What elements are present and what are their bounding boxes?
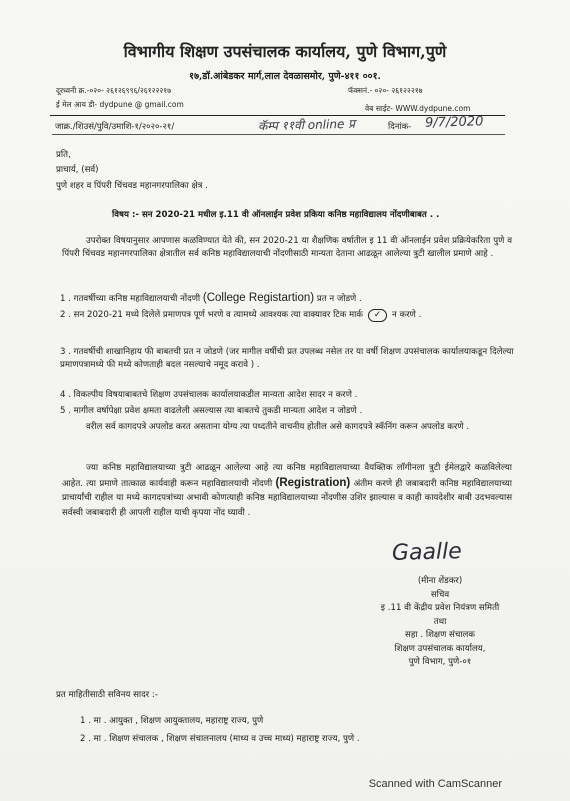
recipient-designation: प्राचार्य, (सर्व) (56, 165, 99, 175)
reference-number: जाक्र./शिउसं/पुवि/उमाशि-१/२०२०-२१/ (55, 122, 175, 132)
signature-block (335, 575, 545, 670)
office-title: विभागीय शिक्षण उपसंचालक कार्यालय, पुणे विभाग,पुणे (123, 42, 447, 61)
date-label: दिनांक- (388, 122, 412, 132)
list-item (60, 389, 520, 402)
item-number: 5 . (60, 406, 71, 416)
recipient-area: पुणे शहर व पिंपरी चिंचवड महानगरपालिका क्षेत्र . (56, 181, 208, 191)
list-item (60, 292, 520, 306)
handwritten-reference: कॅम्प ११वी online प्र (257, 116, 356, 134)
signatory-name: (मीना शेंडकर) (417, 576, 463, 586)
list-item (60, 346, 520, 372)
signatory-office: शिक्षण उपसंचालक कार्यालय, (394, 643, 486, 654)
camscanner-watermark: Scanned with CamScanner (368, 778, 502, 790)
tick-mark-box: ✓ (368, 309, 388, 322)
signatory-committee: इ .11 वी केंद्रीय प्रवेश नियंत्रण समिती (380, 603, 500, 613)
copy-heading: प्रत माहितीसाठी सविनय सादर :- (56, 690, 158, 700)
item-number: 4 . (60, 390, 71, 400)
list-item (60, 309, 520, 322)
handwritten-date: 9/7/2020 (424, 114, 484, 131)
item-number: 1 . (60, 294, 71, 304)
copy-line: 1 . मा . आयुक्त , शिक्षण आयुक्तालय, महाराष्ट्र राज्य, पुणे (80, 716, 264, 726)
item-number: 2 . (60, 310, 71, 320)
para2-part-b: अंतीम करणे ही जबाबदारी कनिष्ठ महाविद्यालयाच्या प्राचार्यांची राहील या मध्ये कागदपत्रांच्या अभावी कोणत्याही कनिष्ठ महाविद्यालयाच्या नोंदणीस उशिर झाल्यास व काही कायदेशीर बाबी उदभवल्यास सर्वस्वी जबाबदारी ही आपली राहील याची कृपया नोंद घ्यावी . (62, 478, 512, 518)
copy-line: 2 . मा . शिक्षण संचालक , शिक्षण संचालनालय (माध्य व उच्च माध्य) महाराष्ट्र राज्य, पुणे . (80, 734, 360, 744)
item-text: गतवर्षीच्या कनिष्ठ महाविद्यालयाची नोंदणी (73, 294, 201, 304)
para2-part-a: ज्या कनिष्ठ महाविद्यालयाच्या त्रुटी आढळून आलेल्या आहे त्या कनिष्ठ महाविद्यालयाच्या वैयक्तिक लॉगीनला त्रुटी ईमेलद्वारे कळविलेल्या आहेत. त्या प्रमाणे तात्काळ कार्यवाही करून महाविद्यालयाची नोंदणी (62, 463, 512, 489)
signatory-division: पुणे विभाग, पुणे-०१ (408, 657, 472, 667)
list-item (60, 405, 520, 418)
item-text: गतवर्षीची शाखानिहाय फी बाबतची प्रत न जोडणे (जर मागील वर्षीची प्रत उपलब्ध नसेल तर या वर्षी शिक्षण उपसंचालक कार्यालयाकडून दिलेल्या प्रमाणपत्रामध्ये फी मध्ये कोणताही बदल नसल्याचे नमूद करावे ) . (60, 347, 514, 370)
item-tail: न करणे . (392, 310, 422, 320)
signature-scrawl: Gaalle (391, 539, 463, 566)
signatory-title: सचिव (430, 589, 450, 600)
office-phone: दूरध्वनी क्र.-०२०- २६१२६९९६/२६१२२२१७ (56, 86, 172, 95)
office-address: १७,डॉ.आंबेडकर मार्ग,लाल देवळासमोर, पुणे-४११ ००१. (189, 71, 381, 82)
item-latin: (College Registartion) (202, 292, 315, 304)
recipient-to: प्रति, (56, 150, 71, 160)
office-email: ई मेल आय डी- dydpune @ gmail.com (56, 100, 184, 109)
signatory-officer: सहा . शिक्षण संचालक (405, 630, 475, 640)
para2-latin: (Registration) (275, 476, 351, 489)
item-tail: प्रत न जोडणे . (316, 294, 362, 304)
item-text: मागील वर्षापेक्षा प्रवेश क्षमता वाढलेली असल्यास त्या बाबतचे तुकडी मान्यता आदेश न जोडणे . (73, 406, 363, 416)
upload-note: वरील सर्व कागदपत्रे अपलोड करत असताना योग्य त्या पध्दतीने वाचनीय होतील असे कागदपत्रे स्कॅनिंग करून अपलोड करणे . (86, 422, 470, 432)
signatory-and: तथा (433, 616, 447, 627)
responsibility-paragraph (62, 461, 512, 520)
office-website: वेब साईट- WWW.dydpune.com (365, 104, 471, 113)
item-text: सन 2020-21 मध्ये दिलेले प्रमाणपत्र पूर्ण भरणे व त्यामध्ये आवश्यक त्या वाक्यावर टिक मार्क (73, 310, 363, 320)
item-number: 3 . (60, 347, 71, 357)
office-fax: फॅक्सनं.- ०२०- २६१२२२१७ (348, 86, 423, 95)
subject-line: विषय :- सन 2020-21 मधील इ.11 वी ऑनलाईन प्रवेश प्रकिया कनिष्ठ महाविद्यालय नोंदणीबाबत . . (112, 210, 440, 220)
reference-divider (52, 134, 505, 135)
intro-paragraph: उपरोक्त विषयानुसार आपणास कळविण्यात येते की, सन 2020-21 या शैक्षणिक वर्षातील इ 11 वी ऑनलाईन प्रवेश प्रक्रियेकरिता पुणे व पिंपरी चिंचवड महानगरपालिका क्षेत्रातील सर्व कनिष्ठ महाविद्यालयाची नोंदणीसाठी मान्यता देताना आढळून आलेल्या त्रुटी खालील प्रमाणे आहे . (62, 236, 512, 260)
item-text: विकल्पीय विषयाबाबतचे शिक्षण उपसंचालक कार्यालयाकडील मान्यता आदेश सादर न करणे . (73, 390, 358, 400)
